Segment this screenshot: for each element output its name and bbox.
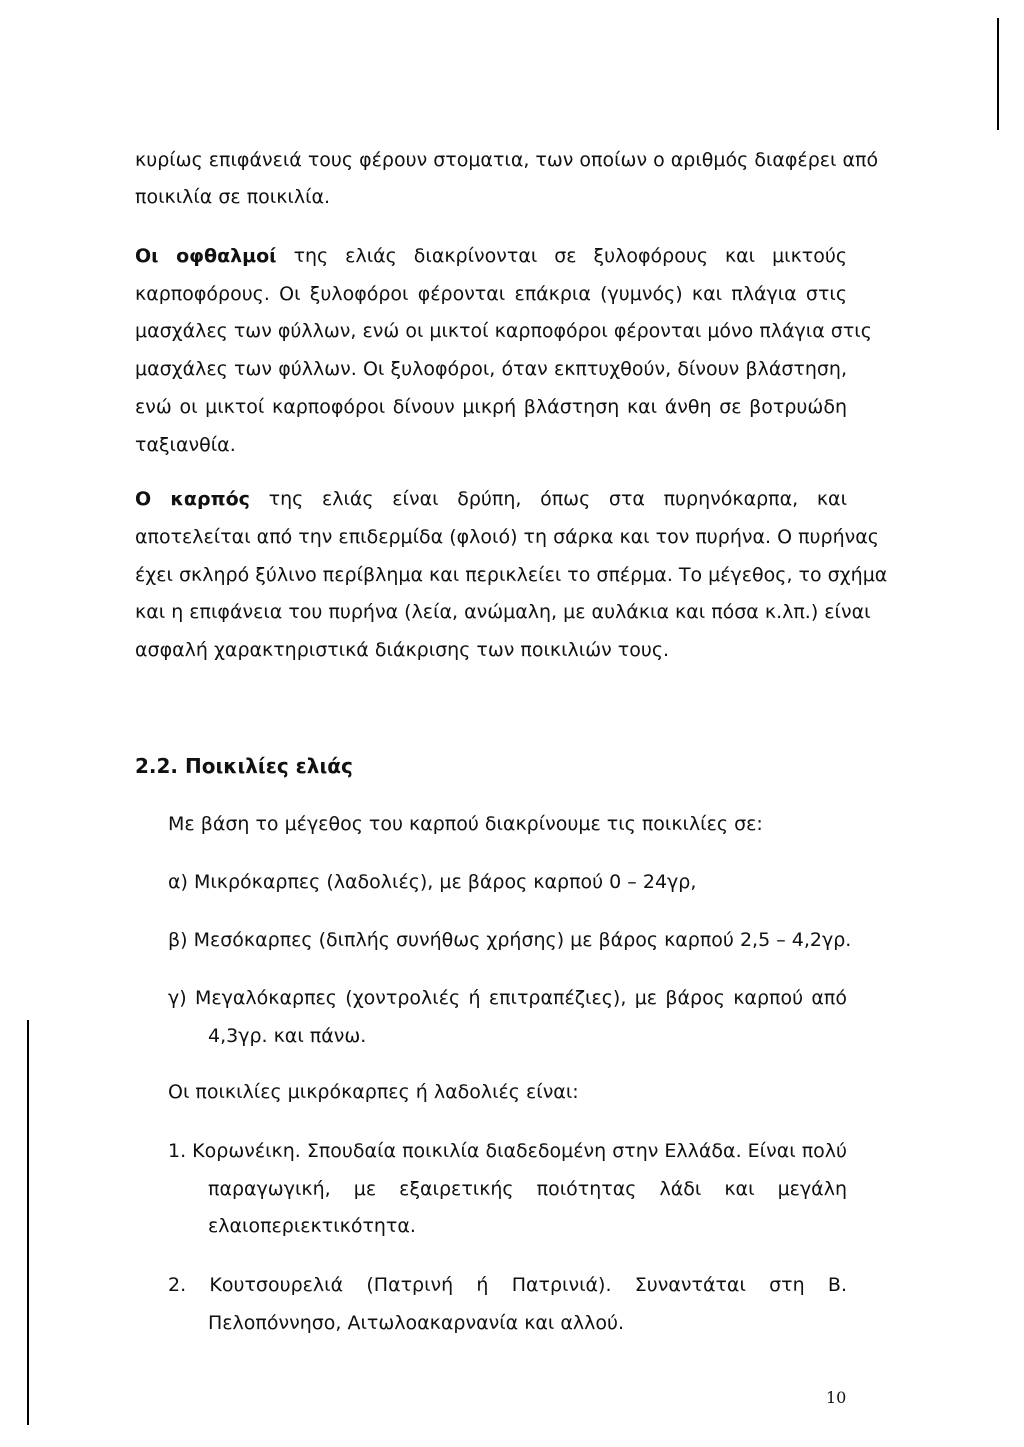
- section-heading: 2.2. Ποικιλίες ελιάς: [135, 754, 353, 778]
- paragraph-line: κυρίως επιφάνειά τους φέρουν στοματια, των οποίων ο αριθμός διαφέρει από: [135, 149, 879, 171]
- list-item: β) Μεσόκαρπες (διπλής συνήθως χρήσης) με βάρος καρπού 2,5 – 4,2γρ.: [168, 929, 852, 951]
- term-buds: Οι οφθαλμοί: [135, 245, 277, 267]
- list-item: α) Μικρόκαρπες (λαδολιές), με βάρος καρπού 0 – 24γρ,: [168, 871, 697, 893]
- paragraph-line: αποτελείται από την επιδερμίδα (φλοιό) τη σάρκα και τον πυρήνα. Ο πυρήνας: [135, 526, 879, 548]
- paragraph-line: και η επιφάνεια του πυρήνα (λεία, ανώμαλη, με αυλάκια και πόσα κ.λπ.) είναι: [135, 601, 871, 623]
- paragraph-line: ποικιλία σε ποικιλία.: [135, 186, 331, 208]
- paragraph-line: μασχάλες των φύλλων. Οι ξυλοφόροι, όταν εκπτυχθούν, δίνουν βλάστηση,: [135, 358, 847, 380]
- page-number: 10: [826, 1388, 847, 1407]
- scan-edge-mark: [27, 1020, 29, 1425]
- variety-item-continuation: Πελοπόννησο, Αιτωλοακαρνανία και αλλού.: [208, 1312, 625, 1334]
- term-fruit: Ο καρπός: [135, 488, 250, 510]
- paragraph-line: έχει σκληρό ξύλινο περίβλημα και περικλείει το σπέρμα. Το μέγεθος, το σχήμα: [135, 564, 888, 586]
- paragraph-line: μασχάλες των φύλλων, ενώ οι μικτοί καρποφόροι φέρονται μόνο πλάγια στις: [135, 320, 872, 342]
- variety-item-continuation: ελαιοπεριεκτικότητα.: [208, 1215, 416, 1237]
- list-item: γ) Μεγαλόκαρπες (χοντρολιές ή επιτραπέζιες), με βάρος καρπού από: [168, 987, 847, 1009]
- scan-edge-mark: [997, 18, 999, 130]
- paragraph-line: καρποφόρους. Οι ξυλοφόροι φέρονται επάκρια (γυμνός) και πλάγια στις: [135, 283, 847, 305]
- variety-item: 2. Κουτσουρελιά (Πατρινή ή Πατρινιά). Συναντάται στη Β.: [168, 1274, 847, 1296]
- paragraph-line: ταξιανθία.: [135, 434, 236, 456]
- variety-item: 1. Κορωνέικη. Σπουδαία ποικιλία διαδεδομένη στην Ελλάδα. Είναι πολύ: [168, 1140, 847, 1162]
- section-intro: Με βάση το μέγεθος του καρπού διακρίνουμε τις ποικιλίες σε:: [168, 813, 763, 835]
- list-item-continuation: 4,3γρ. και πάνω.: [208, 1025, 367, 1047]
- variety-item-continuation: παραγωγική, με εξαιρετικής ποιότητας λάδι και μεγάλη: [208, 1178, 847, 1200]
- paragraph-line: ασφαλή χαρακτηριστικά διάκρισης των ποικιλιών τους.: [135, 639, 670, 661]
- paragraph-line: [135, 242, 847, 270]
- paragraph-text: της ελιάς διακρίνονται σε ξυλοφόρους και μικτούς: [293, 245, 847, 267]
- small-varieties-intro: Οι ποικιλίες μικρόκαρπες ή λαδολιές είναι:: [168, 1081, 579, 1103]
- paragraph-line: [135, 485, 847, 513]
- paragraph-line: ενώ οι μικτοί καρποφόροι δίνουν μικρή βλάστηση και άνθη σε βοτρυώδη: [135, 396, 847, 418]
- paragraph-text: της ελιάς είναι δρύπη, όπως στα πυρηνόκαρπα, και: [268, 488, 848, 510]
